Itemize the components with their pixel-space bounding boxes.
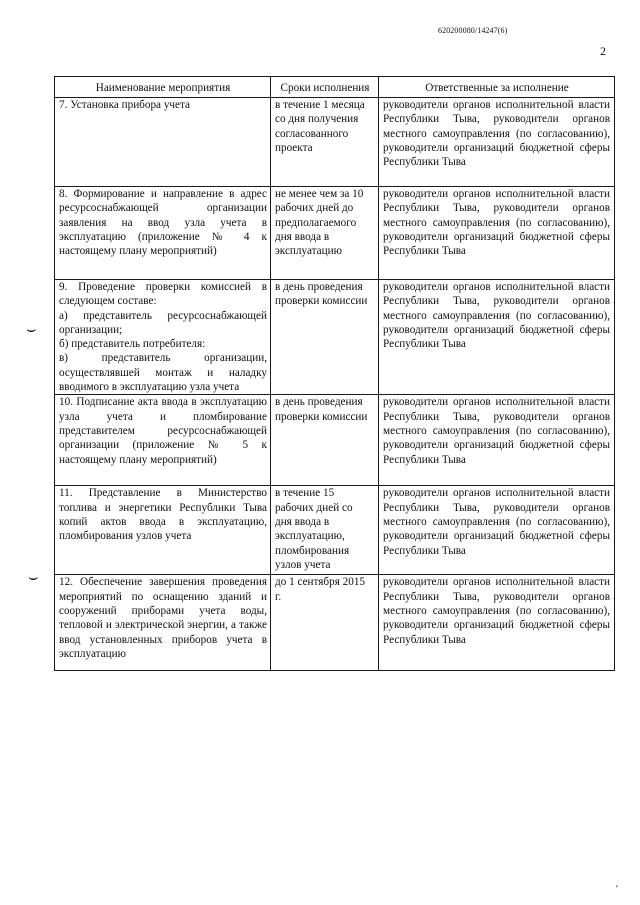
column-header-responsible: Ответственные за исполнение [379, 77, 615, 98]
responsible-cell: руководители органов исполнительной власти Республики Тыва, руководители органов местного самоуправления (по согласованию), руководители организаций бюджетной сферы Республики Тыва [379, 187, 615, 280]
table-row [55, 280, 615, 395]
table-header [55, 77, 615, 98]
task-cell: 7. Установка прибора учета [55, 98, 271, 187]
term-cell: в течение 15 рабочих дней со дня ввода в эксплуатацию, пломбирования узлов учета [271, 486, 379, 575]
column-header-task: Наименование мероприятия [55, 77, 271, 98]
responsible-cell: руководители органов исполнительной власти Республики Тыва, руководители органов местного самоуправления (по согласованию), руководители организаций бюджетной сферы Республики Тыва [379, 98, 615, 187]
responsible-cell: руководители органов исполнительной власти Республики Тыва, руководители органов местного самоуправления (по согласованию), руководители организаций бюджетной сферы Республики Тыва [379, 280, 615, 395]
term-cell: в течение 1 месяца со дня получения согласованного проекта [271, 98, 379, 187]
document-id: 620200080/14247(6) [438, 26, 508, 35]
table-body [55, 98, 615, 671]
task-cell: 9. Проведение проверки комиссией в следующем составе: а) представитель ресурсоснабжающей организации; б) представитель потребителя: в) представитель организации, осуществлявшей монтаж и наладку вводимого в эксплуатацию узла учета [55, 280, 271, 395]
margin-mark: ′ [616, 884, 619, 895]
task-cell: 8. Формирование и направление в адрес ресурсоснабжающей организации заявления на ввод узла учета в эксплуатацию (приложение № 4 к настоящему плану мероприятий) [55, 187, 271, 280]
task-cell: 11. Представление в Министерство топлива и энергетики Республики Тыва копий актов ввода в эксплуатацию, пломбирования узлов учета [55, 486, 271, 575]
table-row [55, 187, 615, 280]
table-row [55, 575, 615, 671]
term-cell: не менее чем за 10 рабочих дней до предполагаемого дня ввода в эксплуатацию [271, 187, 379, 280]
table-row [55, 486, 615, 575]
margin-mark: ⌣ [28, 569, 39, 586]
plan-table [54, 76, 615, 671]
term-cell: до 1 сентября 2015 г. [271, 575, 379, 671]
table-row [55, 98, 615, 187]
table-row [55, 395, 615, 486]
responsible-cell: руководители органов исполнительной власти Республики Тыва, руководители органов местного самоуправления (по согласованию), руководители организаций бюджетной сферы Республики Тыва [379, 395, 615, 486]
header-row [55, 77, 615, 98]
column-header-term: Сроки исполнения [271, 77, 379, 98]
responsible-cell: руководители органов исполнительной власти Республики Тыва, руководители органов местного самоуправления (по согласованию), руководители организаций бюджетной сферы Республики Тыва [379, 575, 615, 671]
task-cell: 10. Подписание акта ввода в эксплуатацию узла учета и пломбирование представителем ресурсоснабжающей организации (приложение № 5 к настоящему плану мероприятий) [55, 395, 271, 486]
page-number: 2 [600, 44, 606, 58]
term-cell: в день проведения проверки комиссии [271, 395, 379, 486]
margin-mark: ⌣ [26, 321, 37, 338]
responsible-cell: руководители органов исполнительной власти Республики Тыва, руководители органов местного самоуправления (по согласованию), руководители организаций бюджетной сферы Республики Тыва [379, 486, 615, 575]
task-cell: 12. Обеспечение завершения проведения мероприятий по оснащению зданий и сооружений приборами учета воды, тепловой и электрической энергии, а также ввод установленных приборов учета в эксплуатацию [55, 575, 271, 671]
term-cell: в день проведения проверки комиссии [271, 280, 379, 395]
